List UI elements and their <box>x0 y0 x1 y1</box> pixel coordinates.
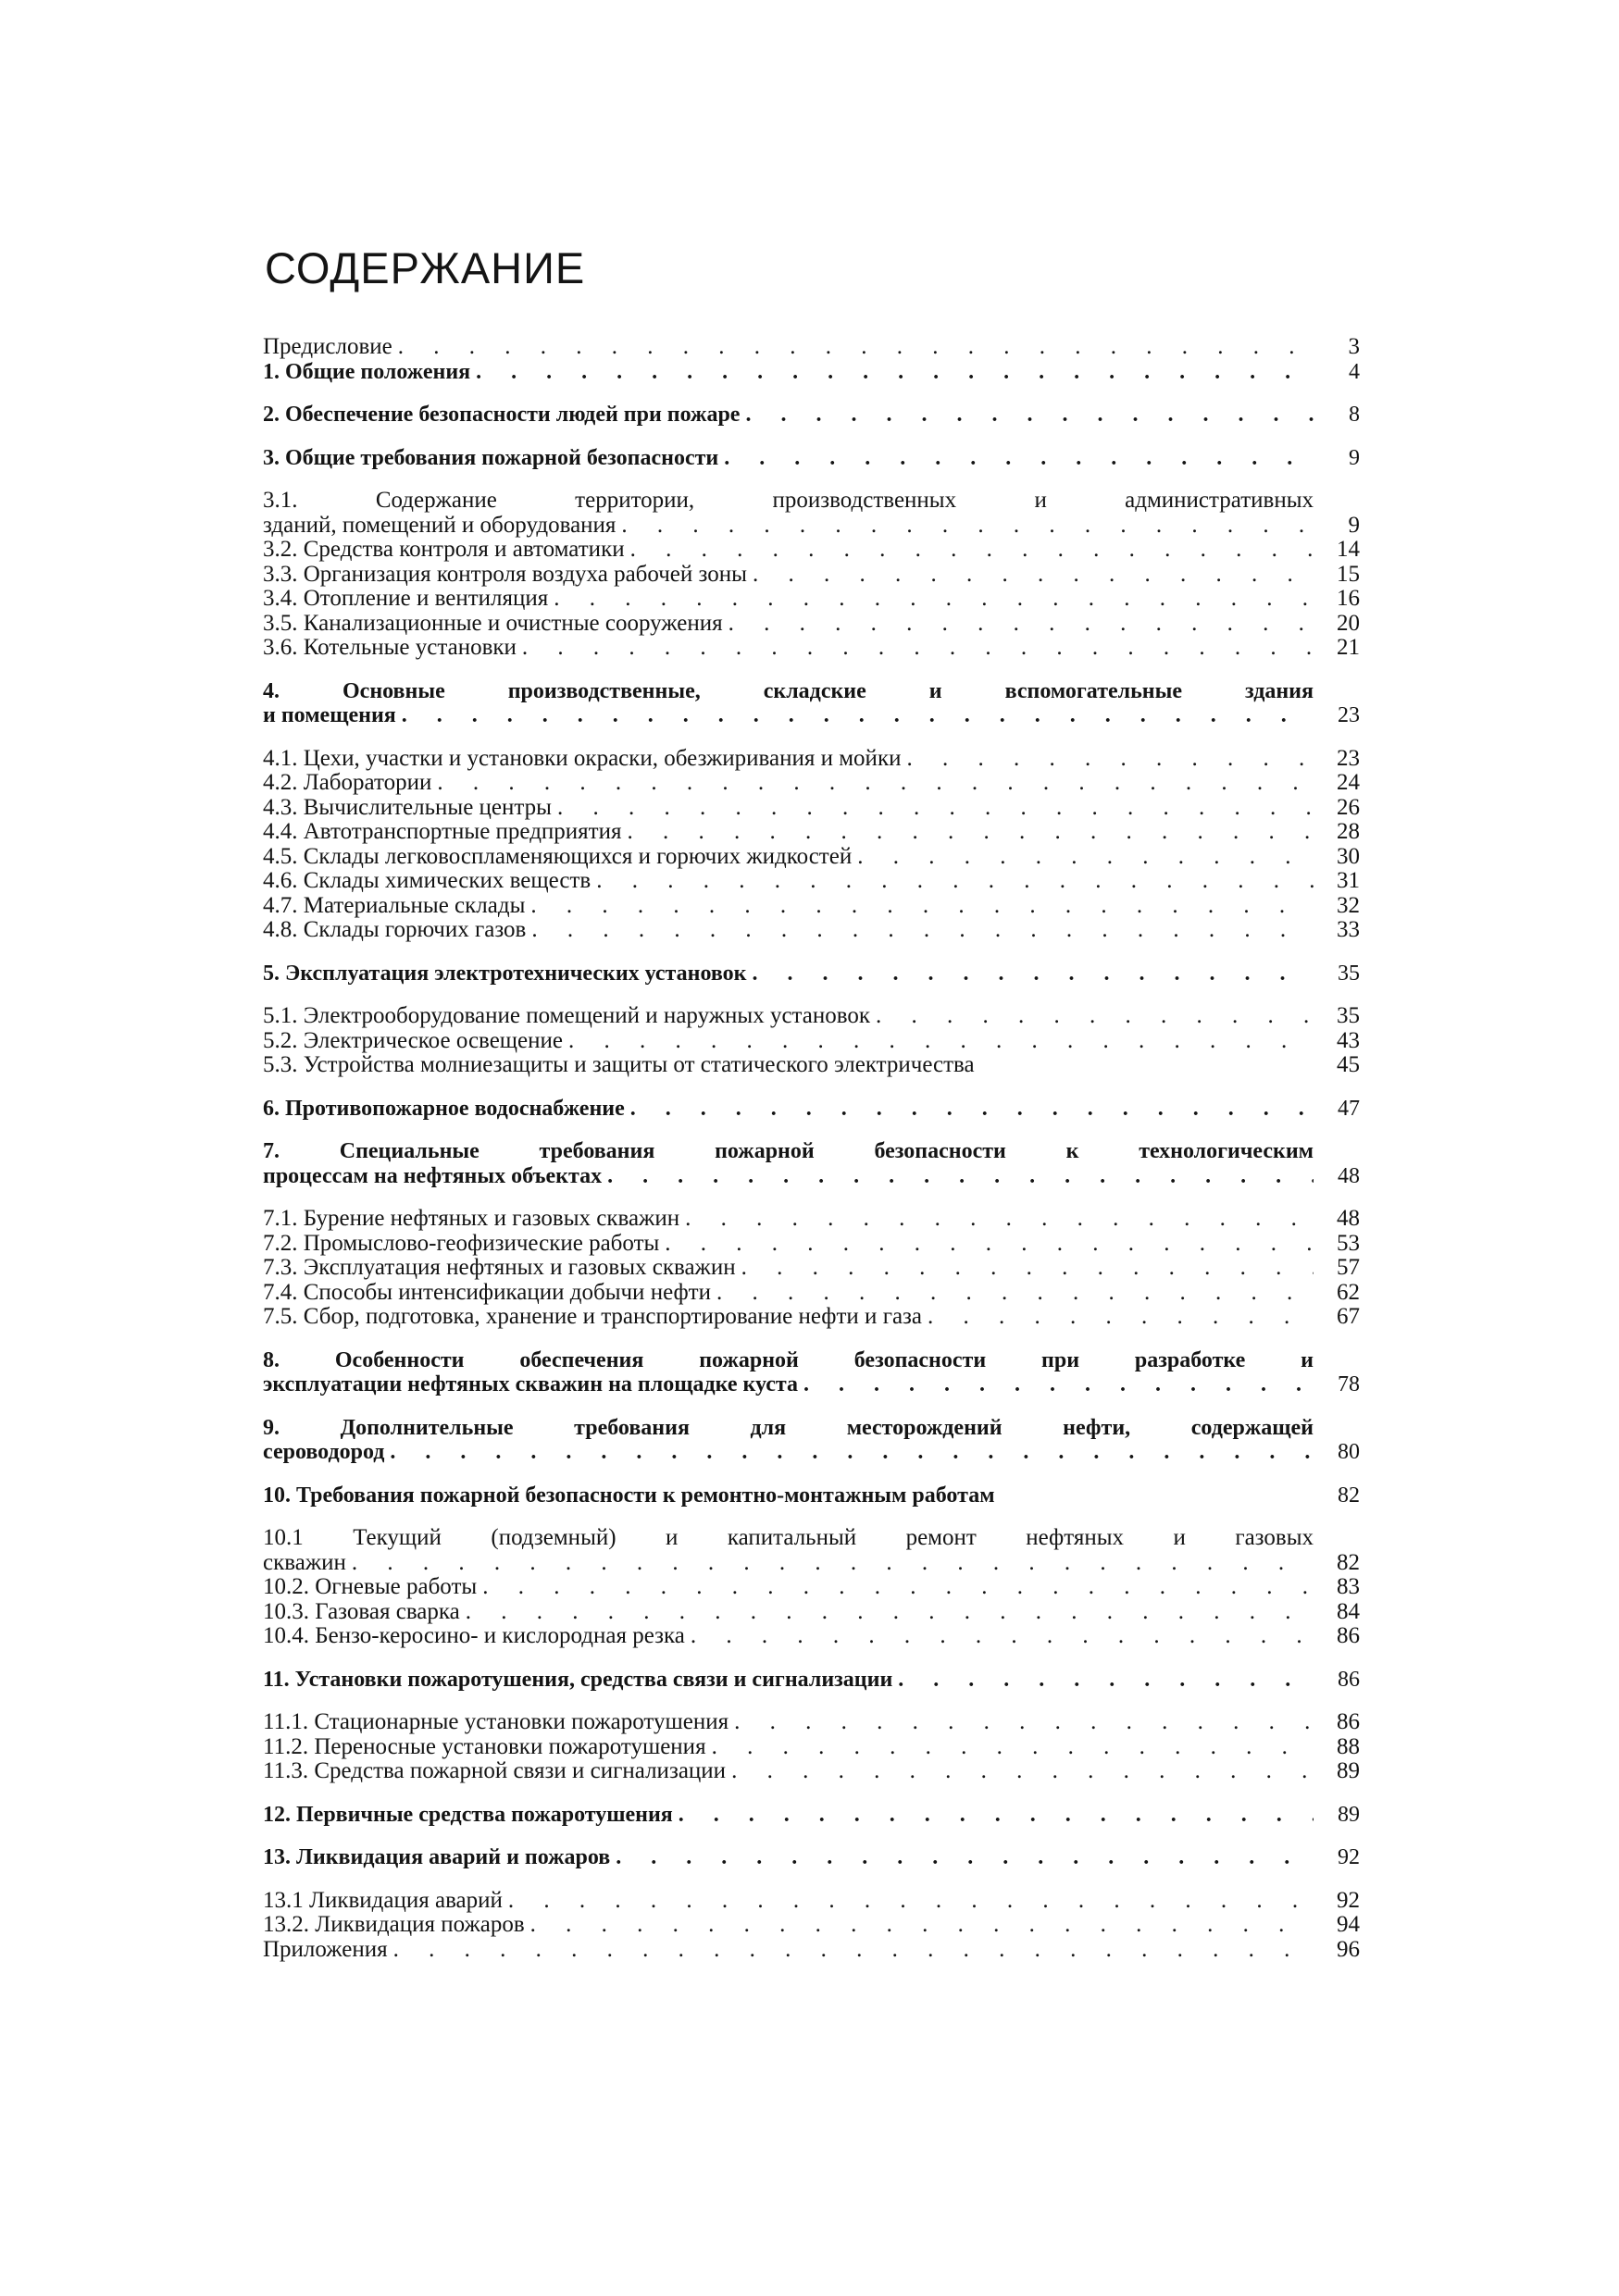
toc-page-number: 47 <box>1338 1096 1360 1121</box>
toc-entry <box>263 1759 1360 1784</box>
dot-leader <box>393 1938 1314 1963</box>
dot-leader <box>352 1551 1314 1576</box>
toc-entry-title: 10.1 Текущий (подземный) и капитальный ремонт нефтяных и газовых <box>263 1525 1314 1550</box>
dot-leader <box>482 1575 1314 1600</box>
toc-page-number: 96 <box>1337 1936 1360 1962</box>
toc-entry <box>263 1845 1360 1870</box>
toc-entry <box>263 1710 1360 1735</box>
toc-page-number: 28 <box>1337 819 1360 844</box>
toc-entry <box>263 1735 1360 1760</box>
toc-entry-title-continuation: сероводород <box>263 1440 385 1464</box>
toc-page-number: 4 <box>1349 359 1360 384</box>
toc-entry-title: 12. Первичные средства пожаротушения <box>263 1802 673 1827</box>
dot-leader <box>665 1232 1314 1257</box>
toc-entry <box>263 1004 1360 1029</box>
dot-leader <box>402 703 1314 728</box>
toc-page-number: 67 <box>1337 1304 1360 1329</box>
toc-entry <box>263 563 1360 588</box>
toc-page-number: 33 <box>1337 917 1360 942</box>
toc-page-number: 88 <box>1337 1733 1360 1759</box>
toc-entry-title: 10.3. Газовая сварка <box>263 1598 460 1624</box>
toc-page-number: 8 <box>1349 403 1360 427</box>
toc-entry-title: 7. Специальные требования пожарной безопасности к технологическим <box>263 1139 1314 1163</box>
toc-entry <box>263 1256 1360 1281</box>
dot-leader <box>530 894 1314 919</box>
toc-page-number: 24 <box>1337 770 1360 795</box>
toc-entry-title: 4. Основные производственные, складские и вспомогательные здания <box>263 678 1314 703</box>
dot-leader <box>390 1440 1314 1465</box>
toc-entry-title: 7.2. Промыслово-геофизические работы <box>263 1230 660 1256</box>
toc-entry-title: 2. Обеспечение безопасности людей при пожаре <box>263 403 741 427</box>
toc-page-number: 45 <box>1337 1052 1360 1077</box>
toc-entry <box>263 335 1360 360</box>
dot-leader <box>716 1281 1314 1306</box>
toc-page-number: 86 <box>1337 1623 1360 1648</box>
toc-entry-title: 5.1. Электрооборудование помещений и наружных установок <box>263 1003 871 1028</box>
toc-page-number: 9 <box>1349 445 1360 470</box>
toc-page-number: 23 <box>1338 703 1360 727</box>
toc-page-number: 62 <box>1337 1279 1360 1305</box>
toc-entry <box>263 1029 1360 1054</box>
toc-entry-title: 4.8. Склады горючих газов <box>263 917 527 942</box>
dot-leader <box>876 1004 1314 1029</box>
dot-leader <box>857 845 1314 870</box>
toc-page-number: 89 <box>1338 1802 1360 1827</box>
dot-leader <box>803 1372 1314 1397</box>
page-title: СОДЕРЖАНИЕ <box>265 243 586 292</box>
toc-entry <box>263 1938 1360 1963</box>
toc-page-number: 78 <box>1338 1372 1360 1396</box>
dot-leader <box>630 538 1314 563</box>
dot-leader <box>627 820 1314 845</box>
toc-page-number: 82 <box>1337 1549 1360 1575</box>
toc-entry-title-continuation: процессам на нефтяных объектах <box>263 1163 603 1188</box>
toc-page-number: 32 <box>1337 892 1360 918</box>
dot-leader <box>685 1207 1314 1232</box>
toc-page-number: 15 <box>1337 561 1360 587</box>
dot-leader <box>691 1624 1314 1649</box>
dot-leader <box>712 1735 1314 1760</box>
toc-entry <box>263 1483 1360 1508</box>
dot-leader <box>530 1913 1314 1938</box>
toc-entry-title-continuation: скважин <box>263 1549 346 1575</box>
toc-entry <box>263 1232 1360 1257</box>
toc-entry-title: 11. Установки пожаротушения, средства связи и сигнализации <box>263 1667 893 1692</box>
toc-entry-title: 11.2. Переносные установки пожаротушения <box>263 1733 706 1759</box>
toc-entry-title: 10.2. Огневые работы <box>263 1574 478 1599</box>
toc-entry-title: 3.3. Организация контроля воздуха рабочей зоны <box>263 561 747 587</box>
dot-leader <box>745 403 1314 428</box>
toc-entry <box>263 845 1360 870</box>
toc-page-number: 21 <box>1337 635 1360 660</box>
toc-entry-title: 11.3. Средства пожарной связи и сигнализации <box>263 1758 727 1783</box>
toc-entry-title: 13.2. Ликвидация пожаров <box>263 1912 525 1937</box>
dot-leader <box>906 747 1314 772</box>
toc-entry <box>263 1097 1360 1122</box>
toc-entry <box>263 747 1360 772</box>
dot-leader <box>522 636 1314 661</box>
toc-entry <box>263 1348 1360 1397</box>
dot-leader <box>616 1845 1314 1870</box>
toc-entry-title-continuation: зданий, помещений и оборудования <box>263 512 616 538</box>
toc-entry-title: 3.1. Содержание территории, производственных и административных <box>263 488 1314 513</box>
dot-leader <box>596 869 1314 894</box>
toc-entry <box>263 1281 1360 1306</box>
toc-entry <box>263 612 1360 637</box>
toc-page-number: 57 <box>1337 1255 1360 1280</box>
toc-entry <box>263 1526 1360 1575</box>
toc-entry-title: 4.4. Автотранспортные предприятия <box>263 819 622 844</box>
toc-entry-title: 3.5. Канализационные и очистные сооружения <box>263 610 723 636</box>
toc-page-number: 92 <box>1337 1887 1360 1913</box>
toc-entry <box>263 360 1360 385</box>
toc-entry <box>263 962 1360 987</box>
toc-entry-title: 5.2. Электрическое освещение <box>263 1027 564 1053</box>
toc-entry <box>263 796 1360 821</box>
toc-entry-title: 7.5. Сбор, подготовка, хранение и транспортирование нефти и газа <box>263 1304 923 1329</box>
toc-entry-title: 4.1. Цехи, участки и установки окраски, обезжиривания и мойки <box>263 745 902 771</box>
dot-leader <box>753 563 1314 588</box>
dot-leader <box>731 1759 1314 1784</box>
toc-page-number: 35 <box>1337 1003 1360 1028</box>
toc-page-number: 53 <box>1337 1230 1360 1256</box>
toc-entry <box>263 679 1360 728</box>
dot-leader <box>508 1889 1314 1914</box>
toc-page-number: 92 <box>1338 1845 1360 1869</box>
dot-leader <box>568 1029 1314 1054</box>
toc-page-number: 30 <box>1337 843 1360 869</box>
toc-entry-title: Предисловие <box>263 334 392 359</box>
toc-entry <box>263 1305 1360 1330</box>
dot-leader <box>741 1256 1314 1281</box>
table-of-contents <box>263 335 1360 1962</box>
dot-leader <box>531 918 1314 943</box>
dot-leader <box>630 1097 1314 1122</box>
toc-entry-title: 10.4. Бензо-керосино- и кислородная резка <box>263 1623 685 1648</box>
toc-page-number: 94 <box>1337 1912 1360 1937</box>
toc-entry-title: 3.6. Котельные установки <box>263 635 517 660</box>
toc-entry <box>263 1889 1360 1914</box>
toc-page-number: 48 <box>1337 1206 1360 1231</box>
toc-entry <box>263 636 1360 661</box>
toc-entry <box>263 1416 1360 1465</box>
toc-page-number: 35 <box>1338 961 1360 986</box>
toc-page-number: 86 <box>1338 1667 1360 1692</box>
toc-page-number: 26 <box>1337 794 1360 820</box>
toc-entry-title: 7.4. Способы интенсификации добычи нефти <box>263 1279 711 1305</box>
toc-entry <box>263 1624 1360 1649</box>
dot-leader <box>476 360 1314 385</box>
toc-entry-title-continuation: эксплуатации нефтяных скважин на площадке куста <box>263 1372 798 1396</box>
toc-entry-title: Приложения <box>263 1936 388 1962</box>
toc-page-number: 43 <box>1337 1027 1360 1053</box>
dot-leader <box>734 1710 1314 1735</box>
toc-entry-title: 8. Особенности обеспечения пожарной безопасности при разработке и <box>263 1347 1314 1372</box>
toc-entry-title: 4.5. Склады легковоспламеняющихся и горючих жидкостей <box>263 843 853 869</box>
toc-entry-title: 7.1. Бурение нефтяных и газовых скважин <box>263 1206 680 1231</box>
toc-entry-title: 9. Дополнительные требования для месторождений нефти, содержащей <box>263 1415 1314 1440</box>
dot-leader <box>928 1305 1314 1330</box>
toc-entry <box>263 820 1360 845</box>
toc-entry-title: 7.3. Эксплуатация нефтяных и газовых скважин <box>263 1255 736 1280</box>
dot-leader <box>679 1803 1314 1828</box>
toc-entry-title: 13.1 Ликвидация аварий <box>263 1887 503 1913</box>
toc-entry-title: 4.6. Склады химических веществ <box>263 868 592 893</box>
toc-page-number: 14 <box>1337 537 1360 562</box>
dot-leader <box>898 1668 1314 1693</box>
dot-leader <box>557 796 1314 821</box>
toc-entry <box>263 918 1360 943</box>
dot-leader <box>621 514 1314 539</box>
toc-entry <box>263 489 1360 538</box>
toc-entry-title: 13. Ликвидация аварий и пожаров <box>263 1845 611 1869</box>
toc-entry-title: 5.3. Устройства молниезащиты и защиты от статического электричества <box>263 1052 975 1077</box>
toc-entry <box>263 894 1360 919</box>
dot-leader <box>398 335 1314 360</box>
toc-entry <box>263 869 1360 894</box>
toc-entry <box>263 1053 1360 1078</box>
toc-page-number: 48 <box>1338 1163 1360 1188</box>
toc-entry <box>263 771 1360 796</box>
toc-entry <box>263 403 1360 428</box>
toc-page-number: 83 <box>1337 1574 1360 1599</box>
toc-entry-title: 4.7. Материальные склады <box>263 892 526 918</box>
toc-entry-title: 3. Общие требования пожарной безопасности <box>263 445 719 470</box>
toc-entry <box>263 587 1360 612</box>
toc-entry-title: 1. Общие положения <box>263 359 471 384</box>
toc-entry <box>263 1913 1360 1938</box>
toc-page-number: 16 <box>1337 586 1360 611</box>
toc-entry-title: 4.2. Лаборатории <box>263 770 432 795</box>
toc-page-number: 80 <box>1338 1440 1360 1464</box>
toc-entry-title: 10. Требования пожарной безопасности к ремонтно-монтажным работам <box>263 1483 995 1508</box>
toc-page-number: 23 <box>1337 745 1360 771</box>
dot-leader <box>466 1600 1314 1625</box>
toc-page-number: 86 <box>1337 1709 1360 1734</box>
toc-entry-title: 11.1. Стационарные установки пожаротушения <box>263 1709 729 1734</box>
dot-leader <box>753 962 1314 987</box>
toc-entry <box>263 538 1360 563</box>
toc-entry <box>263 1139 1360 1188</box>
toc-entry <box>263 1668 1360 1693</box>
toc-entry <box>263 446 1360 471</box>
toc-entry <box>263 1803 1360 1828</box>
toc-entry <box>263 1600 1360 1625</box>
toc-page-number: 84 <box>1337 1598 1360 1624</box>
toc-entry <box>263 1575 1360 1600</box>
toc-page-number: 82 <box>1338 1483 1360 1508</box>
toc-page-number: 89 <box>1337 1758 1360 1783</box>
dot-leader <box>724 446 1314 471</box>
toc-page-number: 20 <box>1337 610 1360 636</box>
dot-leader <box>437 771 1314 796</box>
toc-entry-title: 5. Эксплуатация электротехнических установок <box>263 961 747 986</box>
toc-entry-title: 3.4. Отопление и вентиляция <box>263 586 549 611</box>
toc-entry-title: 3.2. Средства контроля и автоматики <box>263 537 625 562</box>
toc-page-number: 3 <box>1348 334 1360 359</box>
dot-leader <box>729 612 1314 637</box>
toc-entry-title: 6. Противопожарное водоснабжение <box>263 1096 625 1121</box>
toc-entry <box>263 1207 1360 1232</box>
toc-page-number: 9 <box>1348 512 1360 538</box>
toc-entry-title-continuation: и помещения <box>263 703 396 727</box>
toc-entry-title: 4.3. Вычислительные центры <box>263 794 552 820</box>
dot-leader <box>607 1164 1314 1189</box>
dot-leader <box>554 587 1314 612</box>
toc-page-number: 31 <box>1337 868 1360 893</box>
